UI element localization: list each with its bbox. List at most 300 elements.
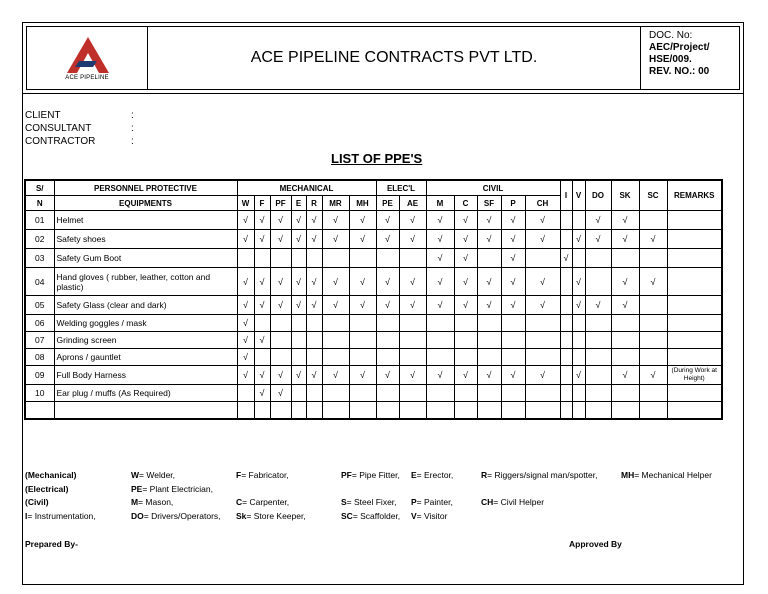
check-cell [237, 249, 254, 268]
doc-no-1: AEC/Project/ [649, 42, 710, 53]
check-cell: √ [501, 211, 525, 230]
check-cell: √ [254, 385, 270, 402]
blank-cell [611, 402, 639, 420]
row-number: 03 [25, 249, 54, 268]
legend [25, 469, 741, 523]
legend-key: Sk [236, 510, 247, 521]
check-cell [254, 249, 270, 268]
check-cell: √ [376, 296, 399, 315]
check-cell [322, 315, 349, 332]
check-cell: √ [477, 366, 501, 385]
check-cell [291, 315, 306, 332]
check-cell [454, 349, 477, 366]
th-sn-2: N [25, 196, 54, 211]
check-cell: √ [477, 268, 501, 296]
check-cell: √ [291, 230, 306, 249]
check-cell [525, 385, 560, 402]
row-number: 02 [25, 230, 54, 249]
legend-value: = Fabricator, [241, 470, 289, 480]
doc-no-2: HSE/009. [649, 54, 692, 65]
check-cell: √ [270, 268, 291, 296]
check-cell [572, 315, 585, 332]
consultant-label: CONSULTANT [25, 123, 92, 134]
legend-key: F [236, 470, 242, 480]
check-cell: √ [237, 366, 254, 385]
table-row [25, 366, 722, 385]
th-mr: MR [322, 196, 349, 211]
check-cell [454, 332, 477, 349]
check-cell [306, 249, 322, 268]
check-cell: √ [322, 296, 349, 315]
check-cell: √ [477, 211, 501, 230]
logo [26, 26, 148, 90]
legend-value: = Steel Fixer, [346, 497, 397, 507]
check-cell [639, 385, 667, 402]
check-cell: √ [254, 268, 270, 296]
check-cell: √ [426, 296, 454, 315]
check-cell [399, 332, 426, 349]
row-number: 10 [25, 385, 54, 402]
table-row [25, 230, 722, 249]
check-cell: √ [349, 230, 376, 249]
legend-key: DO [131, 510, 144, 521]
check-cell [291, 349, 306, 366]
blank-cell [477, 402, 501, 420]
legend-mechanical: (Mechanical) [25, 470, 77, 480]
row-number: 04 [25, 268, 54, 296]
legend-value: = Mechanical Helper [634, 470, 712, 480]
check-cell: √ [270, 385, 291, 402]
legend-key: W [131, 470, 140, 480]
check-cell: √ [306, 230, 322, 249]
check-cell [306, 349, 322, 366]
check-cell: √ [399, 296, 426, 315]
doc-no-label: DOC. No: [649, 30, 693, 41]
check-cell: √ [501, 249, 525, 268]
table-row [25, 268, 722, 296]
table-row [25, 385, 722, 402]
check-cell [270, 349, 291, 366]
check-cell [525, 315, 560, 332]
logo-text: ACE PIPELINE [65, 75, 109, 81]
legend-key: CH [481, 497, 494, 507]
legend-value: = Carpenter, [242, 497, 290, 507]
check-cell: √ [399, 366, 426, 385]
company-title: ACE PIPELINE CONTRACTS PVT LTD. [148, 26, 641, 90]
check-cell: √ [306, 296, 322, 315]
colon: : [131, 110, 134, 121]
check-cell: √ [349, 211, 376, 230]
remarks-cell [667, 332, 722, 349]
legend-key: M [131, 497, 139, 507]
check-cell: √ [525, 296, 560, 315]
check-cell [639, 211, 667, 230]
blank-cell [501, 402, 525, 420]
th-r: R [306, 196, 322, 211]
check-cell [270, 332, 291, 349]
remarks-cell [667, 349, 722, 366]
info-block [25, 109, 134, 148]
check-cell: √ [270, 296, 291, 315]
check-cell [585, 332, 611, 349]
check-cell: √ [254, 230, 270, 249]
check-cell: √ [477, 230, 501, 249]
check-cell [399, 385, 426, 402]
check-cell [560, 349, 572, 366]
document-frame [22, 22, 744, 585]
th-sf: SF [477, 196, 501, 211]
legend-value: = Welder, [139, 470, 176, 480]
remarks-cell [667, 249, 722, 268]
check-cell [477, 249, 501, 268]
row-number: 08 [25, 349, 54, 366]
check-cell [560, 385, 572, 402]
th-m: M [426, 196, 454, 211]
approved-by: Approved By [569, 539, 622, 549]
check-cell [426, 315, 454, 332]
check-cell [611, 349, 639, 366]
check-cell: √ [376, 366, 399, 385]
check-cell: √ [560, 249, 572, 268]
check-cell: √ [426, 211, 454, 230]
doc-info [641, 26, 740, 90]
check-cell [376, 315, 399, 332]
blank-cell [667, 402, 722, 420]
check-cell: √ [454, 249, 477, 268]
colon: : [131, 123, 134, 134]
client-label: CLIENT [25, 110, 61, 121]
check-cell: √ [611, 211, 639, 230]
table-row [25, 211, 722, 230]
check-cell [306, 315, 322, 332]
check-cell: √ [349, 268, 376, 296]
check-cell: √ [306, 211, 322, 230]
blank-cell [399, 402, 426, 420]
legend-key: E [411, 470, 417, 480]
check-cell [426, 385, 454, 402]
check-cell [611, 249, 639, 268]
check-cell [525, 249, 560, 268]
check-cell: √ [454, 211, 477, 230]
check-cell [254, 315, 270, 332]
check-cell: √ [477, 296, 501, 315]
legend-key: P [411, 497, 417, 507]
legend-value: = Mason, [138, 497, 174, 507]
check-cell [399, 349, 426, 366]
check-cell [426, 332, 454, 349]
check-cell [572, 332, 585, 349]
check-cell: √ [237, 211, 254, 230]
check-cell: √ [585, 230, 611, 249]
check-cell [270, 315, 291, 332]
check-cell: √ [611, 268, 639, 296]
ppe-item: Grinding screen [54, 332, 237, 349]
check-cell: √ [572, 366, 585, 385]
remarks-cell [667, 211, 722, 230]
check-cell [560, 230, 572, 249]
blank-row [25, 402, 722, 420]
check-cell: √ [291, 211, 306, 230]
remarks-cell [667, 315, 722, 332]
legend-value: = Painter, [416, 497, 453, 507]
blank-cell [270, 402, 291, 420]
legend-value: = Drivers/Operators, [143, 510, 221, 521]
blank-cell [306, 402, 322, 420]
legend-key: R [481, 470, 488, 480]
check-cell: √ [639, 230, 667, 249]
check-cell: √ [585, 211, 611, 230]
check-cell [560, 211, 572, 230]
th-f: F [254, 196, 270, 211]
check-cell [376, 349, 399, 366]
check-cell: √ [376, 230, 399, 249]
check-cell [454, 385, 477, 402]
blank-cell [349, 402, 376, 420]
ppe-item: Welding goggles / mask [54, 315, 237, 332]
remarks-cell [667, 385, 722, 402]
blank-cell [376, 402, 399, 420]
blank-cell [426, 402, 454, 420]
table-row [25, 332, 722, 349]
check-cell: √ [611, 296, 639, 315]
ppe-item: Safety shoes [54, 230, 237, 249]
blank-cell [525, 402, 560, 420]
th-ae: AE [399, 196, 426, 211]
check-cell: √ [454, 366, 477, 385]
legend-value: = Erector, [416, 470, 454, 480]
check-cell: √ [376, 211, 399, 230]
check-cell [322, 349, 349, 366]
check-cell [322, 385, 349, 402]
check-cell: √ [322, 230, 349, 249]
check-cell [639, 332, 667, 349]
legend-value: = Plant Electrician, [142, 483, 213, 494]
th-i: I [560, 180, 572, 211]
check-cell [525, 349, 560, 366]
legend-value: = Instrumentation, [27, 510, 96, 521]
legend-value: = Store Keeper, [246, 510, 306, 521]
check-cell [349, 332, 376, 349]
remarks-cell [667, 296, 722, 315]
check-cell: √ [501, 268, 525, 296]
check-cell: √ [237, 268, 254, 296]
check-cell: √ [254, 332, 270, 349]
blank-cell [560, 402, 572, 420]
check-cell [477, 385, 501, 402]
check-cell: √ [306, 366, 322, 385]
check-cell [349, 315, 376, 332]
check-cell: √ [291, 268, 306, 296]
blank-cell [25, 402, 54, 420]
th-pe: PE [376, 196, 399, 211]
check-cell [399, 249, 426, 268]
rev-no: REV. NO.: 00 [649, 66, 710, 77]
th-civil: CIVIL [426, 180, 560, 196]
table-row [25, 315, 722, 332]
legend-key: SC [341, 510, 353, 521]
check-cell: √ [270, 211, 291, 230]
blank-cell [237, 402, 254, 420]
check-cell: √ [254, 366, 270, 385]
check-cell: √ [322, 366, 349, 385]
legend-value: = Pipe Fitter, [351, 470, 400, 480]
check-cell: √ [572, 268, 585, 296]
check-cell [585, 349, 611, 366]
check-cell: √ [426, 230, 454, 249]
check-cell [306, 385, 322, 402]
legend-civil: (Civil) [25, 497, 49, 507]
check-cell: √ [572, 230, 585, 249]
legend-value: = Scaffolder, [352, 510, 401, 521]
row-number: 09 [25, 366, 54, 385]
check-cell [426, 349, 454, 366]
remarks-cell [667, 230, 722, 249]
check-cell: √ [454, 268, 477, 296]
check-cell: √ [237, 349, 254, 366]
check-cell: √ [501, 366, 525, 385]
check-cell: √ [399, 268, 426, 296]
th-ppe-1: PERSONNEL PROTECTIVE [54, 180, 237, 196]
check-cell: √ [376, 268, 399, 296]
blank-cell [291, 402, 306, 420]
check-cell [560, 315, 572, 332]
ace-logo-icon [65, 35, 111, 75]
ppe-item: Safety Gum Boot [54, 249, 237, 268]
check-cell [254, 349, 270, 366]
legend-value: = Visitor [416, 510, 448, 521]
check-cell: √ [525, 230, 560, 249]
contractor-label: CONTRACTOR [25, 136, 96, 147]
check-cell: √ [399, 230, 426, 249]
row-number: 05 [25, 296, 54, 315]
colon: : [131, 136, 134, 147]
check-cell: √ [237, 296, 254, 315]
table-row [25, 296, 722, 315]
check-cell [454, 315, 477, 332]
check-cell: √ [639, 366, 667, 385]
check-cell [639, 249, 667, 268]
check-cell [585, 366, 611, 385]
ppe-item: Safety Glass (clear and dark) [54, 296, 237, 315]
blank-cell [454, 402, 477, 420]
check-cell [237, 385, 254, 402]
check-cell [376, 385, 399, 402]
th-p: P [501, 196, 525, 211]
check-cell [501, 332, 525, 349]
th-e: E [291, 196, 306, 211]
check-cell [270, 249, 291, 268]
check-cell: √ [585, 296, 611, 315]
check-cell [585, 249, 611, 268]
check-cell: √ [426, 249, 454, 268]
th-sn-1: S/ [25, 180, 54, 196]
check-cell [376, 249, 399, 268]
prepared-by: Prepared By- [25, 539, 78, 549]
check-cell: √ [525, 268, 560, 296]
check-cell: √ [237, 332, 254, 349]
check-cell: √ [349, 366, 376, 385]
row-number: 07 [25, 332, 54, 349]
check-cell [611, 315, 639, 332]
remarks-cell [667, 268, 722, 296]
check-cell: √ [270, 366, 291, 385]
blank-cell [639, 402, 667, 420]
check-cell [399, 315, 426, 332]
ppe-item: Full Body Harness [54, 366, 237, 385]
th-sc: SC [639, 180, 667, 211]
check-cell [291, 249, 306, 268]
th-v: V [572, 180, 585, 211]
check-cell [477, 332, 501, 349]
check-cell [501, 315, 525, 332]
legend-key: V [411, 510, 417, 521]
legend-key: PE [131, 483, 143, 494]
check-cell: √ [291, 296, 306, 315]
th-c: C [454, 196, 477, 211]
th-do: DO [585, 180, 611, 211]
list-title: LIST OF PPE'S [331, 151, 423, 166]
check-cell [376, 332, 399, 349]
check-cell [572, 385, 585, 402]
check-cell [560, 332, 572, 349]
document-header [23, 23, 743, 94]
th-sk: SK [611, 180, 639, 211]
check-cell: √ [501, 296, 525, 315]
check-cell [572, 249, 585, 268]
check-cell: √ [322, 211, 349, 230]
check-cell [639, 349, 667, 366]
check-cell [560, 296, 572, 315]
check-cell: √ [611, 230, 639, 249]
check-cell [572, 349, 585, 366]
ppe-item: Aprons / gauntlet [54, 349, 237, 366]
check-cell: √ [254, 296, 270, 315]
check-cell: √ [454, 296, 477, 315]
check-cell [525, 332, 560, 349]
check-cell: √ [611, 366, 639, 385]
th-mechanical: MECHANICAL [237, 180, 376, 196]
table-row [25, 349, 722, 366]
th-ppe-2: EQUIPMENTS [54, 196, 237, 211]
check-cell [572, 211, 585, 230]
row-number: 06 [25, 315, 54, 332]
check-cell: √ [270, 230, 291, 249]
check-cell: √ [426, 268, 454, 296]
check-cell [349, 385, 376, 402]
check-cell [585, 315, 611, 332]
legend-key: S [341, 497, 347, 507]
check-cell [585, 385, 611, 402]
th-ch: CH [525, 196, 560, 211]
check-cell: √ [349, 296, 376, 315]
th-electrical: ELEC'L [376, 180, 426, 196]
check-cell: √ [426, 366, 454, 385]
check-cell [611, 332, 639, 349]
check-cell [322, 332, 349, 349]
legend-key: MH [621, 470, 635, 480]
check-cell [349, 349, 376, 366]
check-cell: √ [254, 211, 270, 230]
remarks-cell: (During Work at Height) [667, 366, 722, 385]
blank-cell [322, 402, 349, 420]
blank-cell [585, 402, 611, 420]
check-cell: √ [454, 230, 477, 249]
check-cell [349, 249, 376, 268]
check-cell: √ [237, 230, 254, 249]
legend-value: = Civil Helper [493, 497, 545, 507]
legend-value: = Riggers/signal man/spotter, [487, 470, 598, 480]
check-cell [322, 249, 349, 268]
